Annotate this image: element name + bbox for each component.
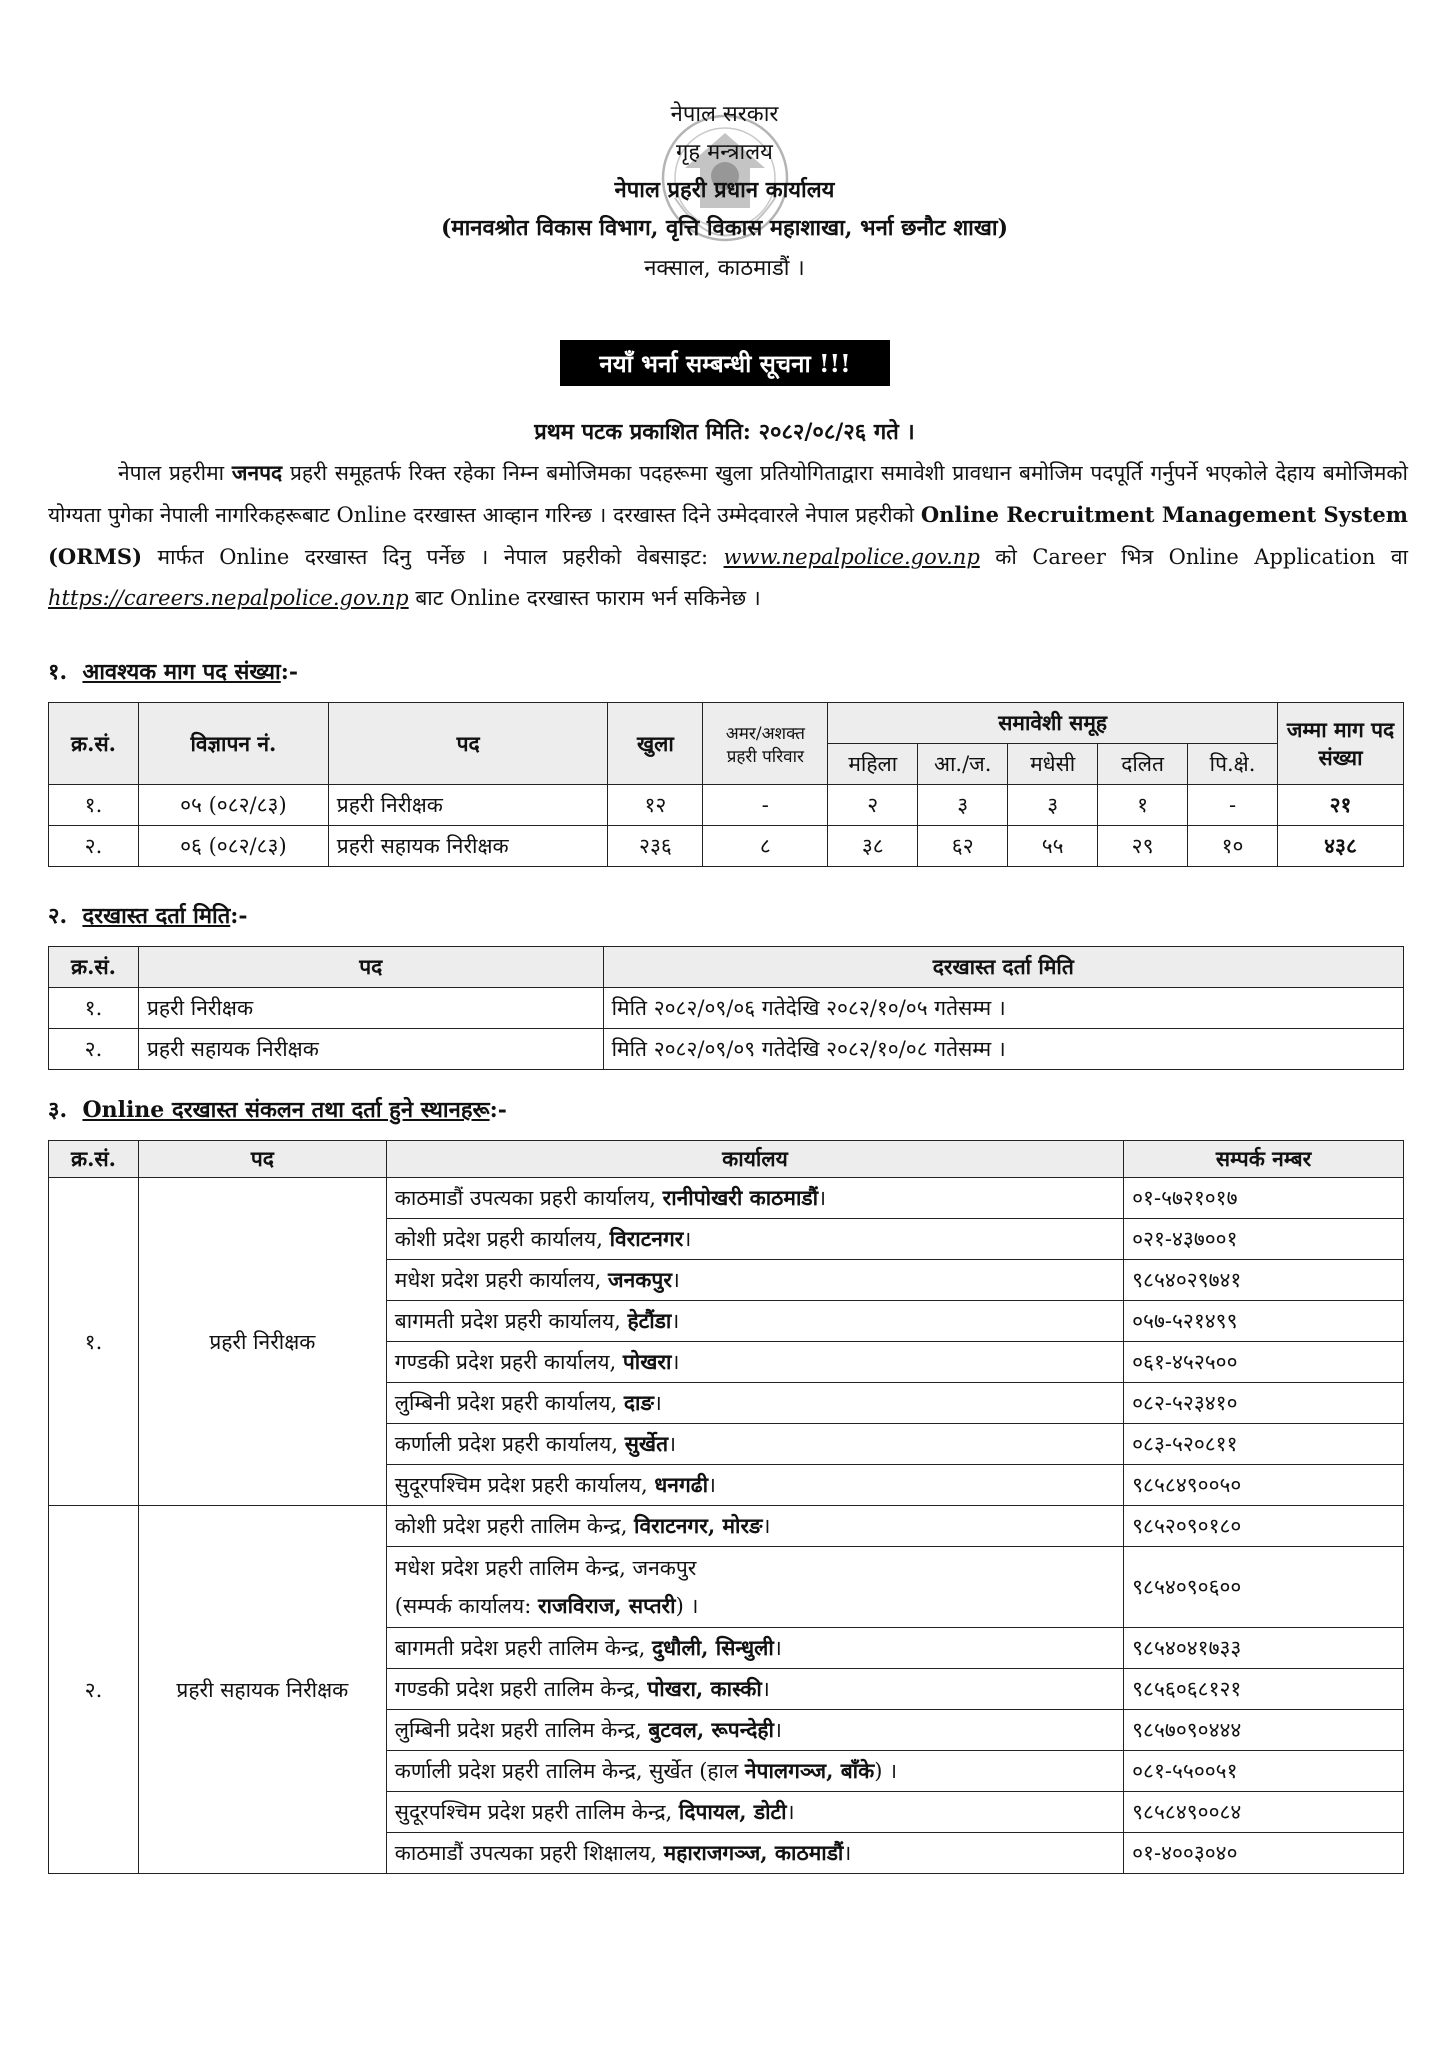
header-govt: नेपाल सरकार: [670, 102, 779, 127]
table-row: १. ०५ (०८२/८३) प्रहरी निरीक्षक १२ - २ ३ ३ १ - २१: [49, 785, 1404, 826]
table-row: २. प्रहरी सहायक निरीक्षक मिति २०८२/०९/०९ गतेदेखि २०८२/१०/०८ गतेसम्म ।: [49, 1029, 1404, 1070]
th-amar: अमर/अशक्त प्रहरी परिवार: [703, 703, 828, 785]
orms-label: Online Recruitment Management System (ORMS): [48, 502, 1409, 569]
section1-heading: १. आवश्यक माग पद संख्या:-: [48, 659, 299, 685]
th-adv: विज्ञापन नं.: [138, 703, 328, 785]
intro-paragraph: नेपाल प्रहरीमा जनपद प्रहरी समूहतर्फ रिक्त रहेका निम्न बमोजिमका पदहरूमा खुला प्रतियोगिताद्वारा समावेशी प्रावधान बमोजिम पदपूर्ति गर्नुपर्ने भएकोले देहाय बमोजिमको योग्यता पुगेका नेपाली नागरिकहरूबाट Online दरखास्त आव्हान गरिन्छ । दरखास्त दिने उम्मेदवारले नेपाल प्रहरीको Online Recruitment Management System (ORMS) मार्फत Online दरखास्त दिनु पर्नेछ । नेपाल प्रहरीको वेबसाइट: www.nepalpolice.gov.np को Career भित्र Online Application वा https://careers.nepalpolice.gov.np बाट Online दरखास्त फाराम भर्न सकिनेछ ।: [48, 460, 1409, 610]
table-row: सुदूरपश्चिम प्रदेश प्रहरी कार्यालय, धनगढी। ९८५८४९००५०: [49, 1465, 1404, 1506]
section3-heading: ३. Online दरखास्त संकलन तथा दर्ता हुने स्थानहरू:-: [48, 1097, 507, 1123]
table-row: कर्णाली प्रदेश प्रहरी कार्यालय, सुर्खेत। ०८३-५२०८११: [49, 1424, 1404, 1465]
table-row: सुदूरपश्चिम प्रदेश प्रहरी तालिम केन्द्र, दिपायल, डोटी। ९८५८४९००८४: [49, 1792, 1404, 1833]
header-location: नक्साल, काठमाडौं ।: [644, 256, 805, 281]
table-row: १. प्रहरी निरीक्षक मिति २०८२/०९/०६ गतेदेखि २०८२/१०/०५ गतेसम्म ।: [49, 988, 1404, 1029]
office-locations-table: [48, 1140, 1404, 1874]
published-date: प्रथम पटक प्रकाशित मिति: २०८२/०८/२६ गते ।: [534, 419, 915, 445]
th-madhesi: मधेसी: [1008, 744, 1098, 785]
vacancy-table: [48, 702, 1404, 867]
th-sn: क्र.सं.: [49, 1141, 139, 1178]
th-women: महिला: [828, 744, 918, 785]
th-office: कार्यालय: [386, 1141, 1123, 1178]
table-row: २. ०६ (०८२/८३) प्रहरी सहायक निरीक्षक २३६ ८ ३८ ६२ ५५ २९ १० ४३८: [49, 826, 1404, 867]
th-total: जम्मा माग पद संख्या: [1278, 703, 1404, 785]
table-row: १. प्रहरी निरीक्षक काठमाडौं उपत्यका प्रहरी कार्यालय, रानीपोखरी काठमाडौं। ०१-५७२१०१७: [49, 1178, 1404, 1219]
th-post: पद: [138, 1141, 386, 1178]
table-row: लुम्बिनी प्रदेश प्रहरी कार्यालय, दाङ। ०८२-५२३४१०: [49, 1383, 1404, 1424]
application-date-table: [48, 946, 1404, 1070]
th-sn: क्र.सं.: [49, 947, 139, 988]
header-office: नेपाल प्रहरी प्रधान कार्यालय: [614, 177, 835, 203]
notice-title: नयाँ भर्ना सम्बन्धी सूचना !!!: [560, 340, 890, 386]
th-dalit: दलित: [1098, 744, 1188, 785]
table-row: २. प्रहरी सहायक निरीक्षक कोशी प्रदेश प्रहरी तालिम केन्द्र, विराटनगर, मोरङ। ९८५२०९०१८०: [49, 1506, 1404, 1547]
th-inclusive: समावेशी समूह: [828, 703, 1278, 744]
careers-link[interactable]: https://careers.nepalpolice.gov.np: [48, 586, 409, 610]
table-row: कोशी प्रदेश प्रहरी कार्यालय, विराटनगर। ०२१-४३७००१: [49, 1219, 1404, 1260]
nepal-police-seal-icon: [655, 98, 795, 318]
th-post: पद: [138, 947, 603, 988]
table-row: बागमती प्रदेश प्रहरी कार्यालय, हेटौंडा। ०५७-५२१४९९: [49, 1301, 1404, 1342]
header-department: (मानवश्रोत विकास विभाग, वृत्ति विकास महाशाखा, भर्ना छनौट शाखा): [441, 215, 1008, 241]
table-row: काठमाडौं उपत्यका प्रहरी शिक्षालय, महाराजगञ्ज, काठमाडौं। ०१-४००३०४०: [49, 1833, 1404, 1874]
table-row: मधेश प्रदेश प्रहरी तालिम केन्द्र, जनकपुर (सम्पर्क कार्यालय: राजविराज, सप्तरी) । ९८५४०९०६००: [49, 1547, 1404, 1628]
th-pichhe: पि.क्षे.: [1188, 744, 1278, 785]
table-row: मधेश प्रदेश प्रहरी कार्यालय, जनकपुर। ९८५४०२९७४१: [49, 1260, 1404, 1301]
table-row: लुम्बिनी प्रदेश प्रहरी तालिम केन्द्र, बुटवल, रूपन्देही। ९८५७०९०४४४: [49, 1710, 1404, 1751]
th-aaja: आ./ज.: [918, 744, 1008, 785]
header-ministry: गृह मन्त्रालय: [676, 140, 773, 165]
th-date: दरखास्त दर्ता मिति: [603, 947, 1403, 988]
th-post: पद: [328, 703, 608, 785]
th-sn: क्र.सं.: [49, 703, 139, 785]
th-contact: सम्पर्क नम्बर: [1124, 1141, 1404, 1178]
section2-heading: २. दरखास्त दर्ता मिति:-: [48, 903, 248, 929]
website-link[interactable]: www.nepalpolice.gov.np: [723, 545, 980, 569]
table-row: बागमती प्रदेश प्रहरी तालिम केन्द्र, दुधौली, सिन्धुली। ९८५४०४१७३३: [49, 1628, 1404, 1669]
th-open: खुला: [608, 703, 703, 785]
table-row: कर्णाली प्रदेश प्रहरी तालिम केन्द्र, सुर्खेत (हाल नेपालगञ्ज, बाँके) । ०८१-५५००५१: [49, 1751, 1404, 1792]
table-row: गण्डकी प्रदेश प्रहरी तालिम केन्द्र, पोखरा, कास्की। ९८५६०६८१२१: [49, 1669, 1404, 1710]
table-row: गण्डकी प्रदेश प्रहरी कार्यालय, पोखरा। ०६१-४५२५००: [49, 1342, 1404, 1383]
